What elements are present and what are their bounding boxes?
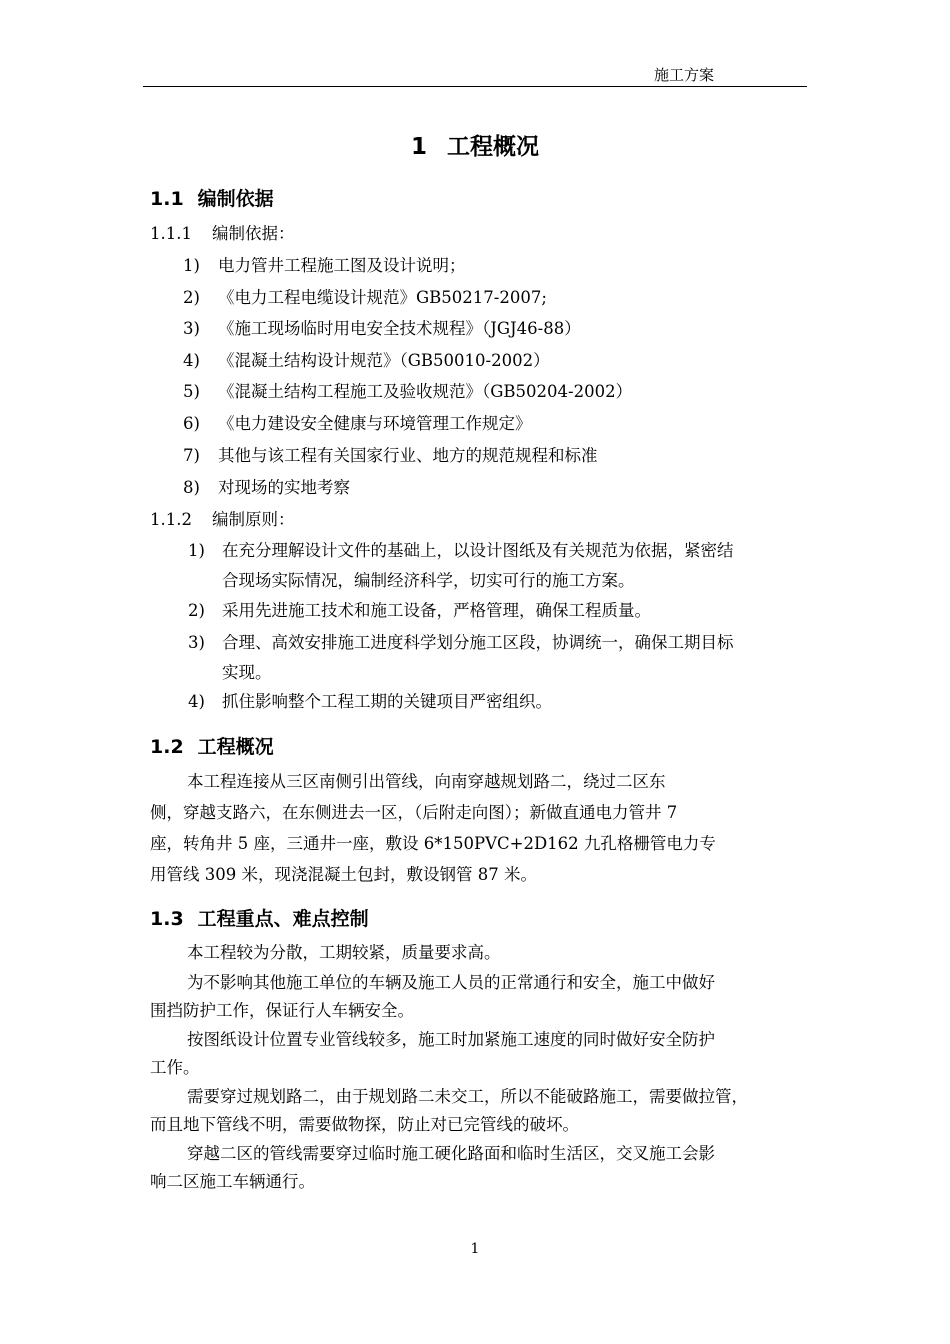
section-title: 编制依据 bbox=[197, 188, 274, 210]
paragraph-line: 座，转角井 5 座，三通井一座，敷设 6*150PVC+2D162 九孔格栅管电力专 bbox=[150, 834, 716, 853]
subsection-number: 1.1.1 bbox=[150, 224, 192, 243]
list-item: 1) 在充分理解设计文件的基础上，以设计图纸及有关规范为依据，紧密结 bbox=[188, 541, 734, 560]
subsection-title: 编制依据： bbox=[211, 224, 295, 243]
section-number: 1.2 bbox=[150, 736, 184, 758]
list-item: 4) 《混凝土结构设计规范》（GB50010-2002） bbox=[183, 351, 550, 370]
list-item: 5) 《混凝土结构工程施工及验收规范》（GB50204-2002） bbox=[183, 382, 633, 401]
page-number: 1 bbox=[470, 1241, 480, 1257]
section-number: 1.3 bbox=[150, 908, 184, 930]
list-item: 2) 《电力工程电缆设计规范》GB50217-2007; bbox=[183, 288, 547, 307]
paragraph-line: 需要穿过规划路二，由于规划路二未交工，所以不能破路施工，需要做拉管， bbox=[187, 1087, 748, 1106]
subsection-heading-1-1-2 bbox=[150, 509, 294, 531]
section-title: 工程概况 bbox=[197, 736, 274, 758]
section-number: 1.1 bbox=[150, 188, 184, 210]
list-item: 6) 《电力建设安全健康与环境管理工作规定》 bbox=[183, 414, 532, 433]
section-heading-1-2 bbox=[150, 734, 274, 760]
paragraph-line: 侧，穿越支路六，在东侧进去一区，（后附走向图）；新做直通电力管井 7 bbox=[150, 803, 678, 822]
chapter-title-text: 工程概况 bbox=[447, 134, 539, 160]
list-item: 4) 抓住影响整个工程工期的关键项目严密组织。 bbox=[188, 692, 552, 711]
paragraph-line: 为不影响其他施工单位的车辆及施工人员的正常通行和安全，施工中做好 bbox=[187, 973, 715, 992]
chapter-number: 1 bbox=[410, 134, 427, 160]
paragraph-line: 围挡防护工作，保证行人车辆安全。 bbox=[150, 1001, 414, 1020]
list-item: 3) 合理、高效安排施工进度科学划分施工区段，协调统一，确保工期目标 bbox=[188, 633, 734, 652]
list-item: 3) 《施工现场临时用电安全技术规程》（JGJ46-88） bbox=[183, 319, 581, 338]
list-item-continuation: 实现。 bbox=[222, 663, 272, 682]
header-rule bbox=[143, 86, 807, 87]
list-item-continuation: 合现场实际情况，编制经济科学，切实可行的施工方案。 bbox=[222, 571, 635, 590]
subsection-title: 编制原则： bbox=[211, 510, 295, 529]
section-heading-1-1 bbox=[150, 186, 274, 212]
paragraph-line: 工作。 bbox=[150, 1058, 200, 1077]
list-item: 1) 电力管井工程施工图及设计说明； bbox=[183, 256, 466, 275]
paragraph-line: 用管线 309 米，现浇混凝土包封，敷设钢管 87 米。 bbox=[150, 865, 537, 884]
chapter-title bbox=[0, 132, 950, 162]
paragraph-line: 本工程较为分散，工期较紧，质量要求高。 bbox=[187, 943, 501, 962]
section-title: 工程重点、难点控制 bbox=[197, 908, 369, 930]
paragraph-line: 而且地下管线不明，需要做物探，防止对已完管线的破坏。 bbox=[150, 1115, 579, 1134]
section-heading-1-3 bbox=[150, 906, 369, 932]
list-item: 7) 其他与该工程有关国家行业、地方的规范规程和标准 bbox=[183, 446, 598, 465]
paragraph-line: 响二区施工车辆通行。 bbox=[150, 1172, 315, 1191]
paragraph-line: 穿越二区的管线需要穿过临时施工硬化路面和临时生活区，交叉施工会影 bbox=[187, 1144, 715, 1163]
page-header: 施工方案 bbox=[654, 66, 715, 84]
paragraph-line: 本工程连接从三区南侧引出管线，向南穿越规划路二，绕过二区东 bbox=[187, 772, 666, 791]
list-item: 2) 采用先进施工技术和施工设备，严格管理，确保工程质量。 bbox=[188, 601, 651, 620]
subsection-number: 1.1.2 bbox=[150, 510, 192, 529]
paragraph-line: 按图纸设计位置专业管线较多，施工时加紧施工速度的同时做好安全防护 bbox=[187, 1030, 715, 1049]
subsection-heading-1-1-1 bbox=[150, 223, 294, 245]
list-item: 8) 对现场的实地考察 bbox=[183, 478, 350, 497]
